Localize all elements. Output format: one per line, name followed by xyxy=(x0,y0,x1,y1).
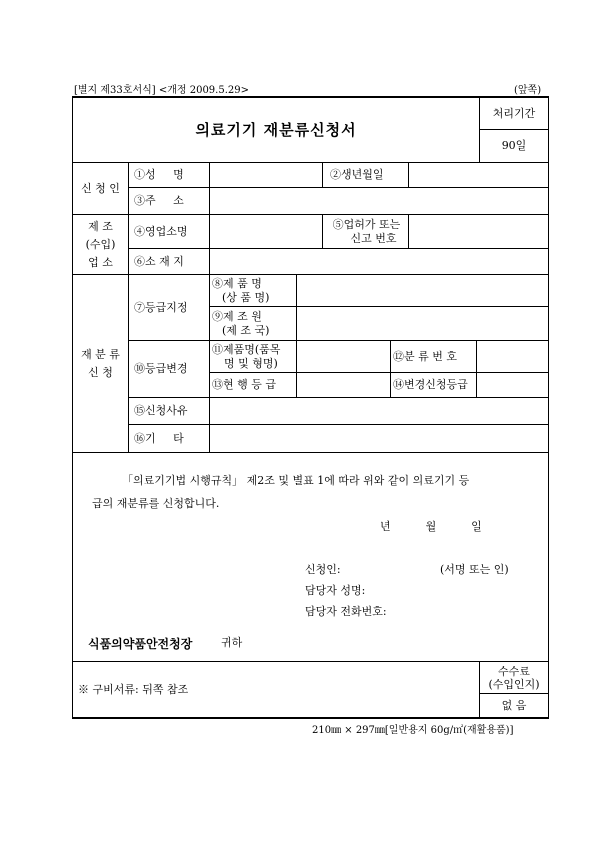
license-number-label: ⑤업허가 또는 신고 번호 xyxy=(332,217,401,245)
staff-phone-label: 담당자 전화번호: xyxy=(305,605,387,618)
reason-label: ⑮신청사유 xyxy=(134,404,188,417)
applicant-section-label: 신 청 인 xyxy=(81,181,120,195)
product-name-field[interactable] xyxy=(297,275,548,306)
processing-period-label: 처리기간 xyxy=(492,106,536,120)
grade-change-label: ⑩등급변경 xyxy=(134,362,188,375)
grade-designation-label: ⑦등급지정 xyxy=(134,300,188,314)
product-item-label: ⑪제품명(품목 명 및 형명) xyxy=(212,342,281,370)
fee-value: 없 음 xyxy=(501,698,527,712)
fee-label: 수수료 (수입인지) xyxy=(488,664,540,691)
business-name-label: ④영업소명 xyxy=(134,224,188,238)
form-id: [별지 제33호서식] <개정 2009.5.29> xyxy=(74,85,249,96)
birthdate-label: ②생년월일 xyxy=(330,168,384,181)
manufacturer-field[interactable] xyxy=(297,307,548,340)
class-number-field[interactable] xyxy=(477,341,548,372)
current-grade-label: ⑬현 행 등 급 xyxy=(212,378,276,391)
address-label: ③주 소 xyxy=(134,194,184,207)
signature-note: (서명 또는 인) xyxy=(440,563,509,576)
applicant-sign-label: 신청인: xyxy=(305,563,341,576)
page-side: (앞쪽) xyxy=(514,85,542,96)
staff-name-label: 담당자 성명: xyxy=(305,584,366,597)
recipient-title: 식품의약품안전청장 xyxy=(88,637,193,651)
name-label: ①성 명 xyxy=(134,168,184,181)
address-field[interactable] xyxy=(210,188,548,214)
other-field[interactable] xyxy=(210,425,548,452)
requested-grade-label: ⑭변경신청등급 xyxy=(393,378,468,391)
processing-period-value: 90일 xyxy=(501,139,527,152)
class-number-label: ⑫분 류 번 호 xyxy=(393,349,457,363)
business-name-field[interactable] xyxy=(210,215,322,248)
other-label: ⑯기 타 xyxy=(134,431,184,445)
reason-field[interactable] xyxy=(210,398,548,424)
product-name-label: ⑧제 품 명 (상 품 명) xyxy=(212,276,270,304)
name-field[interactable] xyxy=(210,163,322,187)
requested-grade-field[interactable] xyxy=(477,373,548,397)
location-label: ⑥소 재 지 xyxy=(134,254,184,268)
form-title: 의료기기 재분류신청서 xyxy=(195,121,357,139)
paper-spec: 210㎜ × 297㎜[일반용지 60g/㎡(재활용품)] xyxy=(312,725,514,736)
company-section-label: 제 조 (수입) 업 소 xyxy=(85,219,116,269)
location-field[interactable] xyxy=(210,249,548,274)
recipient-honorific: 귀하 xyxy=(221,636,243,649)
statement-line-1: 「의료기기법 시행규칙」 제2조 및 별표 1에 따라 위와 같이 의료기기 등 xyxy=(122,474,470,487)
date-line: 년 월 일 xyxy=(380,520,482,533)
product-item-field[interactable] xyxy=(297,341,390,372)
statement-line-2: 급의 재분류를 신청합니다. xyxy=(92,497,220,510)
manufacturer-label: ⑨제 조 원 (제 조 국) xyxy=(212,309,270,337)
license-number-field[interactable] xyxy=(409,215,548,248)
current-grade-field[interactable] xyxy=(297,373,390,397)
attachments-note: ※ 구비서류: 뒤쪽 참조 xyxy=(78,682,189,696)
birthdate-field[interactable] xyxy=(409,163,548,187)
reclass-section-label: 재 분 류 신 청 xyxy=(81,347,120,379)
